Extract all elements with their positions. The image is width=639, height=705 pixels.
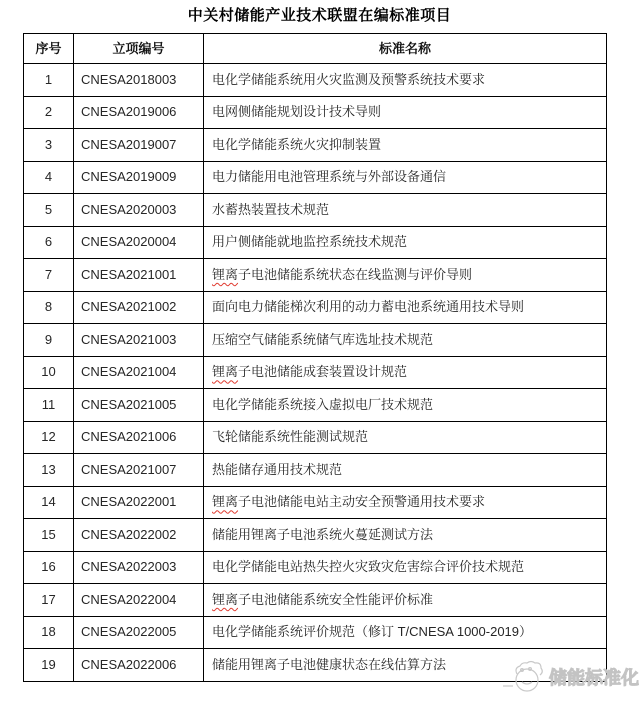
standard-name-cell — [204, 129, 607, 162]
project-code-cell: CNESA2022003 — [74, 551, 204, 584]
table-row — [24, 519, 607, 552]
table-row — [24, 161, 607, 194]
serial-no-cell: 15 — [24, 519, 74, 552]
project-code-cell: CNESA2022002 — [74, 519, 204, 552]
standard-name-text: 子电池储能系统状态在线监测与评价导则 — [238, 266, 473, 282]
serial-no-cell: 8 — [24, 291, 74, 324]
spellcheck-flagged-text: 锂离 — [212, 364, 239, 380]
table-header — [24, 34, 607, 64]
table-body — [24, 64, 607, 682]
standard-name-cell — [204, 194, 607, 227]
standard-name-cell — [204, 356, 607, 389]
standard-name-cell — [204, 551, 607, 584]
table-row — [24, 259, 607, 292]
serial-no-cell: 3 — [24, 129, 74, 162]
table-row — [24, 454, 607, 487]
col-header-project-code: 立项编号 — [74, 34, 204, 64]
project-code-cell: CNESA2020004 — [74, 226, 204, 259]
table-row — [24, 194, 607, 227]
standard-name-text: 热能储存通用技术规范 — [212, 461, 343, 477]
serial-no-cell: 7 — [24, 259, 74, 292]
table-row — [24, 226, 607, 259]
table-row — [24, 324, 607, 357]
serial-no-cell: 4 — [24, 161, 74, 194]
standard-name-cell — [204, 519, 607, 552]
serial-no-cell: 13 — [24, 454, 74, 487]
table-row — [24, 486, 607, 519]
standard-name-text: 电网侧储能规划设计技术导则 — [212, 104, 382, 120]
standard-name-text: 电力储能用电池管理系统与外部设备通信 — [212, 169, 447, 185]
table-row — [24, 129, 607, 162]
standards-table — [23, 33, 607, 682]
project-code-cell: CNESA2021005 — [74, 389, 204, 422]
spellcheck-flagged-text: 锂离 — [212, 494, 239, 510]
watermark — [503, 656, 639, 698]
serial-no-cell: 5 — [24, 194, 74, 227]
serial-no-cell: 6 — [24, 226, 74, 259]
table-row — [24, 96, 607, 129]
table-row — [24, 64, 607, 97]
col-header-standard-name: 标准名称 — [204, 34, 607, 64]
standard-name-cell — [204, 161, 607, 194]
standard-name-text: 飞轮储能系统性能测试规范 — [212, 429, 369, 445]
standard-name-text: 电化学储能系统火灾抑制装置 — [212, 136, 382, 152]
standard-name-text: 电化学储能系统用火灾监测及预警系统技术要求 — [212, 71, 486, 87]
standard-name-text: 压缩空气储能系统储气库选址技术规范 — [212, 331, 434, 347]
standard-name-cell — [204, 324, 607, 357]
project-code-cell: CNESA2022004 — [74, 584, 204, 617]
project-code-cell: CNESA2021003 — [74, 324, 204, 357]
project-code-cell: CNESA2021002 — [74, 291, 204, 324]
project-code-cell: CNESA2022006 — [74, 649, 204, 682]
standard-name-text: 面向电力储能梯次利用的动力蓄电池系统通用技术导则 — [212, 299, 525, 315]
cnesa-mascot-logo-icon — [503, 656, 547, 698]
standard-name-cell — [204, 259, 607, 292]
serial-no-cell: 16 — [24, 551, 74, 584]
serial-no-cell: 1 — [24, 64, 74, 97]
standard-name-cell — [204, 454, 607, 487]
standard-name-text: 水蓄热装置技术规范 — [212, 201, 330, 217]
standard-name-text: 储能用锂离子电池系统火蔓延测试方法 — [212, 526, 434, 542]
standard-name-cell — [204, 584, 607, 617]
standard-name-text: 子电池储能系统安全性能评价标准 — [238, 591, 434, 607]
standard-name-cell — [204, 486, 607, 519]
serial-no-cell: 9 — [24, 324, 74, 357]
project-code-cell: CNESA2018003 — [74, 64, 204, 97]
watermark-text: 储能标准化 — [549, 668, 639, 688]
table-row — [24, 616, 607, 649]
table-row — [24, 584, 607, 617]
header-row — [24, 34, 607, 64]
project-code-cell: CNESA2019009 — [74, 161, 204, 194]
table-row — [24, 291, 607, 324]
project-code-cell: CNESA2021006 — [74, 421, 204, 454]
spellcheck-flagged-text: 锂离 — [212, 591, 239, 607]
standard-name-text: 用户侧储能就地监控系统技术规范 — [212, 234, 408, 250]
serial-no-cell: 17 — [24, 584, 74, 617]
standard-name-cell — [204, 96, 607, 129]
project-code-cell: CNESA2020003 — [74, 194, 204, 227]
standard-name-text: 电化学储能系统评价规范（修订 T/CNESA 1000-2019） — [212, 624, 533, 640]
standard-name-cell — [204, 64, 607, 97]
serial-no-cell: 14 — [24, 486, 74, 519]
standard-name-cell — [204, 421, 607, 454]
standard-name-cell — [204, 291, 607, 324]
standard-name-text: 子电池储能电站主动安全预警通用技术要求 — [238, 494, 486, 510]
standard-name-cell — [204, 226, 607, 259]
table-row — [24, 421, 607, 454]
standard-name-text: 电化学储能电站热失控火灾致灾危害综合评价技术规范 — [212, 559, 525, 575]
project-code-cell: CNESA2021004 — [74, 356, 204, 389]
page-title: 中关村储能产业技术联盟在编标准项目 — [187, 7, 452, 24]
project-code-cell: CNESA2019007 — [74, 129, 204, 162]
project-code-cell: CNESA2021001 — [74, 259, 204, 292]
standard-name-cell — [204, 389, 607, 422]
serial-no-cell: 10 — [24, 356, 74, 389]
standard-name-text: 储能用锂离子电池健康状态在线估算方法 — [212, 656, 447, 672]
table-row — [24, 356, 607, 389]
serial-no-cell: 11 — [24, 389, 74, 422]
col-header-serial-no: 序号 — [24, 34, 74, 64]
project-code-cell: CNESA2022001 — [74, 486, 204, 519]
project-code-cell: CNESA2022005 — [74, 616, 204, 649]
table-row — [24, 551, 607, 584]
spellcheck-flagged-text: 锂离 — [212, 266, 239, 282]
serial-no-cell: 19 — [24, 649, 74, 682]
table-row — [24, 389, 607, 422]
serial-no-cell: 2 — [24, 96, 74, 129]
standard-name-cell — [204, 616, 607, 649]
standard-name-text: 子电池储能成套装置设计规范 — [238, 364, 408, 380]
project-code-cell: CNESA2019006 — [74, 96, 204, 129]
standard-name-text: 电化学储能系统接入虚拟电厂技术规范 — [212, 396, 434, 412]
serial-no-cell: 12 — [24, 421, 74, 454]
serial-no-cell: 18 — [24, 616, 74, 649]
project-code-cell: CNESA2021007 — [74, 454, 204, 487]
